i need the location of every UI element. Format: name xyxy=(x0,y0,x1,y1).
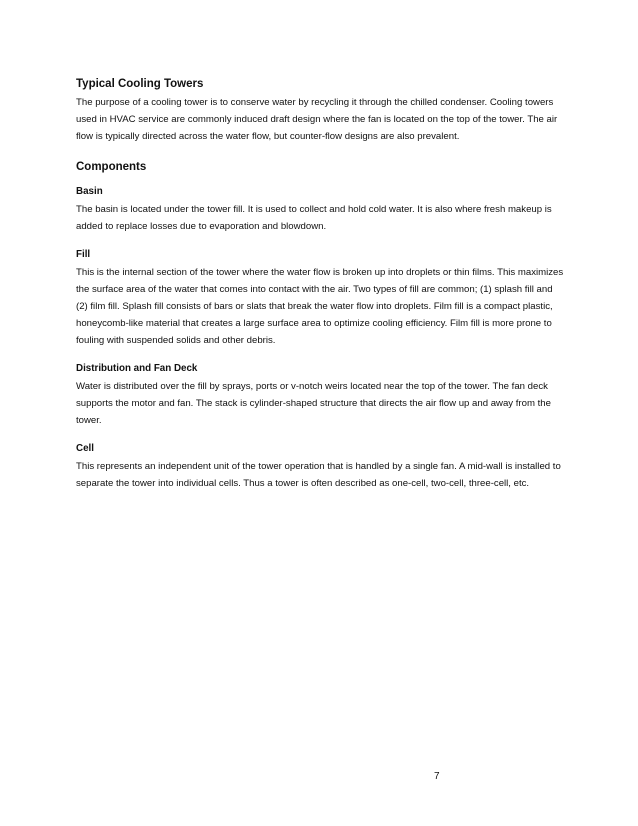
distribution-fan-deck-paragraph: Water is distributed over the fill by sprays, ports or v-notch weirs located near the top of the tower. The fan deck supports the motor and fan. The stack is cylinder-shaped structure that directs the air flow up and away from the tower. xyxy=(76,381,551,426)
page-number: 7 xyxy=(434,771,440,782)
cell-section xyxy=(76,441,566,492)
basin-paragraph: The basin is located under the tower fill. It is used to collect and hold cold water. It is also where fresh makeup is added to replace losses due to evaporation and blowdown. xyxy=(76,204,552,232)
intro-paragraph: The purpose of a cooling tower is to conserve water by recycling it through the chilled condenser. Cooling towers used in HVAC service are commonly induced draft design where the fan is located on the top of the tower. The air flow is typically directed across the water flow, but counter-flow designs are also prevalent. xyxy=(76,97,558,142)
intro-section xyxy=(76,77,566,145)
cell-paragraph: This represents an independent unit of the tower operation that is handled by a single fan. A mid-wall is installed to separate the tower into individual cells. Thus a tower is often described as one-cell, two-cell, three-cell, etc. xyxy=(76,461,561,489)
document-page xyxy=(76,77,566,504)
fill-paragraph: This is the internal section of the tower where the water flow is broken up into droplets or thin films. This maximizes the surface area of the water that comes into contact with the air. Two types of fill are common; (1) splash fill and (2) film fill. Splash fill consists of bars or slats that break the water flow into droplets. Film fill is a compact plastic, honeycomb-like material that creates a large surface area to optimize cooling efficiency. Film fill is more prone to fouling with suspended solids and other debris. xyxy=(76,267,564,346)
distribution-fan-deck-section xyxy=(76,361,566,429)
fill-section xyxy=(76,247,566,349)
intro-heading: Typical Cooling Towers xyxy=(76,78,204,90)
cell-heading: Cell xyxy=(76,443,94,454)
distribution-fan-deck-heading: Distribution and Fan Deck xyxy=(76,363,198,374)
fill-heading: Fill xyxy=(76,249,91,260)
components-heading: Components xyxy=(76,161,147,173)
basin-heading: Basin xyxy=(76,186,103,197)
basin-section xyxy=(76,184,566,235)
